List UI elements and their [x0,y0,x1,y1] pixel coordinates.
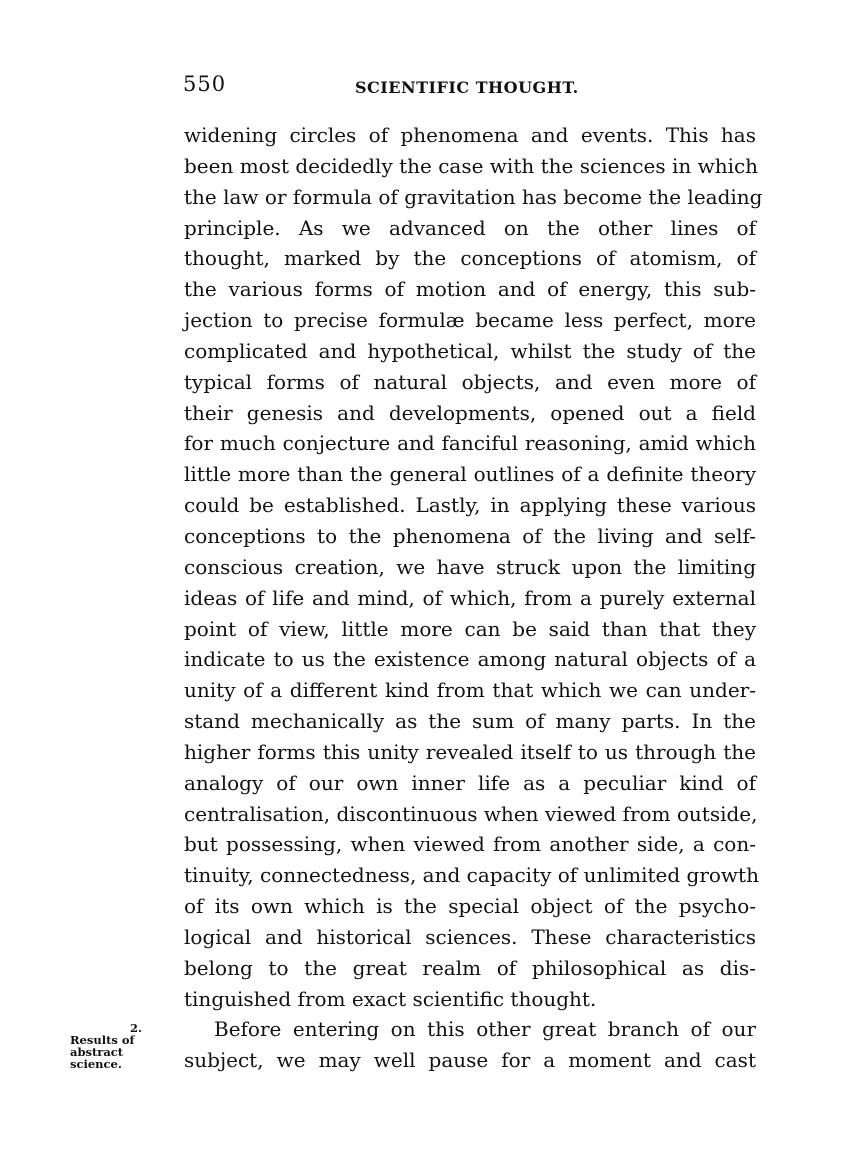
text-line: of its own which is the special object of the psycho- [184,894,756,919]
text-line: principle. As we advanced on the other lines of [184,215,756,240]
text-line: for much conjecture and fanciful reasoning, amid which [184,431,756,456]
text-line: typical forms of natural objects, and even more of [184,369,756,394]
text-line: tinuity, connectedness, and capacity of unlimited growth [184,863,759,888]
running-head: SCIENTIFIC THOUGHT. [355,78,579,97]
text-line: logical and historical sciences. These characteristics [184,924,756,949]
text-line: tinguished from exact scientific thought. [184,986,597,1011]
text-line: Before entering on this other great branch of our [214,1017,756,1042]
text-line: ideas of life and mind, of which, from a purely external [184,585,756,610]
marginal-note-line: science. [70,1057,122,1071]
text-line: little more than the general outlines of a definite theory [184,462,756,487]
text-line: indicate to us the existence among natural objects of a [184,647,756,672]
text-line: complicated and hypothetical, whilst the study of the [184,338,756,363]
text-line: their genesis and developments, opened out a field [184,400,756,425]
text-line: analogy of our own inner life as a peculiar kind of [184,770,756,795]
text-line: conscious creation, we have struck upon the limiting [184,554,756,579]
text-line: widening circles of phenomena and events. This has [184,123,756,147]
marginal-note-number: 2. [130,1021,143,1035]
marginal-note-line: abstract [70,1045,124,1059]
text-line: higher forms this unity revealed itself to us through the [184,739,756,764]
text-line: stand mechanically as the sum of many parts. In the [184,709,756,734]
body-text [184,120,763,1076]
text-line: been most decidedly the case with the sciences in which [184,153,759,178]
text-line: centralisation, discontinuous when viewed from outside, [184,801,758,826]
text-line: could be established. Lastly, in applying these various [184,493,756,518]
text-line: thought, marked by the conceptions of atomism, of [184,246,756,271]
marginal-note-line: Results of [70,1033,135,1047]
text-line: the various forms of motion and of energy, this sub- [184,277,756,302]
page-number: 550 [183,72,227,96]
text-line: unity of a different kind from that which we can under- [184,678,756,703]
text-line: point of view, little more can be said than that they [184,616,756,641]
text-line: subject, we may well pause for a moment and cast [184,1048,756,1073]
marginal-note [70,1022,174,1070]
text-line: conceptions to the phenomena of the living and self- [184,523,756,548]
text-line: the law or formula of gravitation has become the leading [184,184,763,209]
text-line: but possessing, when viewed from another side, a con- [184,832,756,857]
text-line: jection to precise formulæ became less perfect, more [184,308,756,333]
text-line: belong to the great realm of philosophical as dis- [184,955,756,980]
